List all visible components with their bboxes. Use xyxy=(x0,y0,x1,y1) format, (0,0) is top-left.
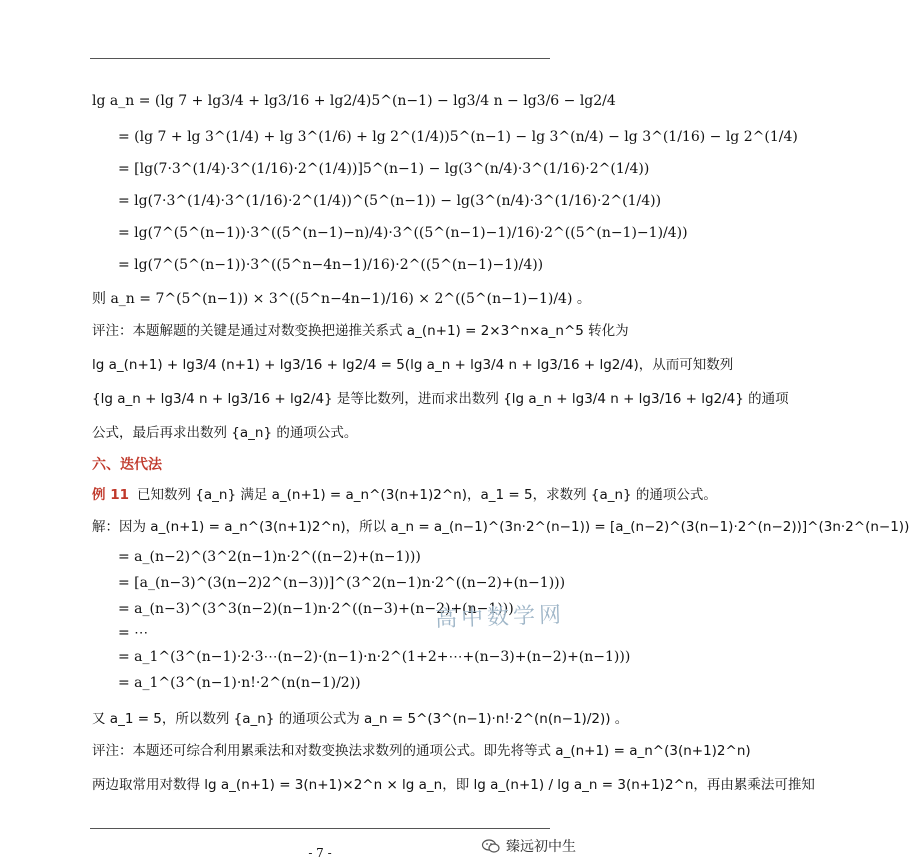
comment-1-line-2: lg a_(n+1) + lg3/4 (n+1) + lg3/16 + lg2/4 = 5(lg a_n + lg3/4 n + lg3/16 + lg2/4)，从而可知数列 xyxy=(92,357,734,373)
solution-result: 又 a_1 = 5，所以数列 {a_n} 的通项公式为 a_n = 5^(3^(n−1)·n!·2^(n(n−1)/2)) 。 xyxy=(92,711,629,727)
wechat-icon xyxy=(482,839,500,853)
solution-step-5: = a_1^(3^(n−1)·2·3⋯(n−2)·(n−1)·n·2^(1+2+⋯+(n−3)+(n−2)+(n−1))) xyxy=(118,649,631,665)
example-statement xyxy=(92,486,717,504)
header-rule xyxy=(90,58,550,59)
example-label: 例 11 xyxy=(92,487,129,503)
comment-2-line-2: 两边取常用对数得 lg a_(n+1) = 3(n+1)×2^n × lg a_n，即 lg a_(n+1) / lg a_n = 3(n+1)2^n，再由累乘法可推知 xyxy=(92,777,815,793)
brand-name: 臻远初中生 xyxy=(506,839,576,855)
solution-intro: 解：因为 a_(n+1) = a_n^(3(n+1)2^n)，所以 a_n = a_(n−1)^(3n·2^(n−1)) = [a_(n−2)^(3(n−1)·2^(n−2))]^(3n·2^(n−1)) xyxy=(92,519,909,535)
page-number: - 7 - xyxy=(308,846,332,860)
comment-2-line-1: 评注：本题还可综合利用累乘法和对数变换法求数列的通项公式。即先将等式 a_(n+1) = a_n^(3(n+1)2^n) xyxy=(92,743,751,759)
derivation-conclusion: 则 a_n = 7^(5^(n−1)) × 3^((5^n−4n−1)/16) × 2^((5^(n−1)−1)/4) 。 xyxy=(92,291,591,307)
derivation-line-2: = (lg 7 + lg 3^(1/4) + lg 3^(1/6) + lg 2^(1/4))5^(n−1) − lg 3^(n/4) − lg 3^(1/16) − lg 2^(1/4) xyxy=(118,129,798,145)
solution-step-4: = ⋯ xyxy=(118,625,149,641)
comment-1-line-1: 评注：本题解题的关键是通过对数变换把递推关系式 a_(n+1) = 2×3^n×a_n^5 转化为 xyxy=(92,323,629,339)
section-heading: 六、迭代法 xyxy=(92,457,162,473)
solution-step-1: = a_(n−2)^(3^2(n−1)n·2^((n−2)+(n−1))) xyxy=(118,549,421,565)
derivation-line-3: = [lg(7·3^(1/4)·3^(1/16)·2^(1/4))]5^(n−1) − lg(3^(n/4)·3^(1/16)·2^(1/4)) xyxy=(118,161,650,177)
footer-rule xyxy=(90,828,550,829)
example-text: 已知数列 {a_n} 满足 a_(n+1) = a_n^(3(n+1)2^n)，a_1 = 5，求数列 {a_n} 的通项公式。 xyxy=(137,487,717,503)
derivation-line-5: = lg(7^(5^(n−1))·3^((5^(n−1)−n)/4)·3^((5^(n−1)−1)/16)·2^((5^(n−1)−1)/4)) xyxy=(118,225,688,241)
solution-step-2: = [a_(n−3)^(3(n−2)2^(n−3))]^(3^2(n−1)n·2^((n−2)+(n−1))) xyxy=(118,575,566,591)
derivation-line-4: = lg(7·3^(1/4)·3^(1/16)·2^(1/4))^(5^(n−1)) − lg(3^(n/4)·3^(1/16)·2^(1/4)) xyxy=(118,193,662,209)
watermark: 高中数学网 xyxy=(434,602,566,633)
derivation-line-6: = lg(7^(5^(n−1))·3^((5^n−4n−1)/16)·2^((5^(n−1)−1)/4)) xyxy=(118,257,544,273)
comment-1-line-4: 公式，最后再求出数列 {a_n} 的通项公式。 xyxy=(92,425,358,441)
comment-1-line-3: {lg a_n + lg3/4 n + lg3/16 + lg2/4} 是等比数列，进而求出数列 {lg a_n + lg3/4 n + lg3/16 + lg2/4} 的通项 xyxy=(92,391,789,407)
solution-step-3: = a_(n−3)^(3^3(n−2)(n−1)n·2^((n−3)+(n−2)+(n−1))) xyxy=(118,601,514,617)
brand-badge xyxy=(482,836,576,856)
solution-step-6: = a_1^(3^(n−1)·n!·2^(n(n−1)/2)) xyxy=(118,675,361,691)
derivation-line-1: lg a_n = (lg 7 + lg3/4 + lg3/16 + lg2/4)5^(n−1) − lg3/4 n − lg3/6 − lg2/4 xyxy=(92,93,616,109)
